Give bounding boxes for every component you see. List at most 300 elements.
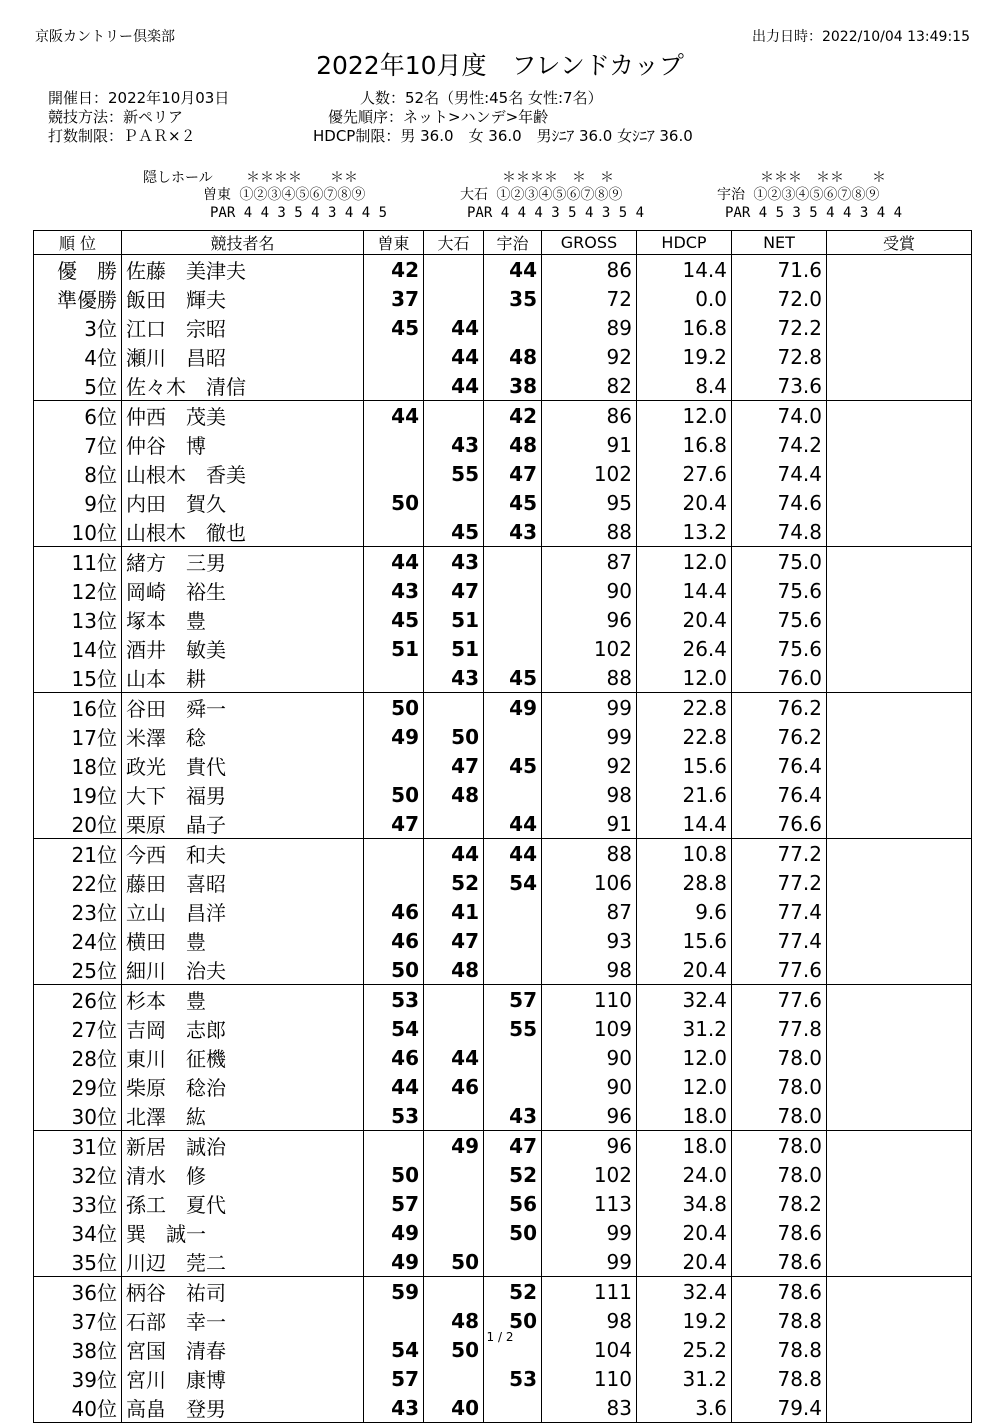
table-row bbox=[34, 1364, 972, 1393]
course-1-par: PAR 4 4 3 5 4 3 4 4 5 bbox=[210, 205, 388, 221]
table-row bbox=[34, 926, 972, 955]
award-cell bbox=[827, 780, 972, 809]
table-row bbox=[34, 1101, 972, 1131]
net-cell: 77.6 bbox=[732, 955, 827, 985]
oishi-score-cell: 45 bbox=[424, 517, 484, 547]
course-3-stars: ＊＊＊ ＊＊ ＊ bbox=[760, 170, 886, 186]
player-name-cell: 仲谷 博 bbox=[122, 430, 364, 459]
table-row bbox=[34, 809, 972, 839]
table-row bbox=[34, 897, 972, 926]
gross-cell: 89 bbox=[542, 313, 637, 342]
net-cell: 72.2 bbox=[732, 313, 827, 342]
hdcp-cell: 28.8 bbox=[637, 868, 732, 897]
table-row bbox=[34, 722, 972, 751]
award-cell bbox=[827, 693, 972, 723]
oishi-score-cell bbox=[424, 488, 484, 517]
award-cell bbox=[827, 1101, 972, 1131]
uji-score-cell: 42 bbox=[484, 401, 542, 431]
uji-score-cell bbox=[484, 926, 542, 955]
col-award: 受賞 bbox=[827, 231, 972, 255]
rank-cell: 6位 bbox=[34, 401, 122, 431]
oishi-score-cell bbox=[424, 255, 484, 285]
gross-cell: 90 bbox=[542, 1043, 637, 1072]
hdcp-cell: 18.0 bbox=[637, 1101, 732, 1131]
net-cell: 74.8 bbox=[732, 517, 827, 547]
oishi-score-cell: 52 bbox=[424, 868, 484, 897]
col-name: 競技者名 bbox=[122, 231, 364, 255]
table-row bbox=[34, 255, 972, 285]
player-name-cell: 藤田 喜昭 bbox=[122, 868, 364, 897]
page-number: 1 / 2 bbox=[486, 1330, 514, 1344]
oishi-score-cell: 43 bbox=[424, 430, 484, 459]
hdcp-cell: 16.8 bbox=[637, 313, 732, 342]
course-1-holes: 曽東 ①②③④⑤⑥⑦⑧⑨ bbox=[203, 187, 366, 203]
rank-cell: 33位 bbox=[34, 1189, 122, 1218]
uji-score-cell: 54 bbox=[484, 868, 542, 897]
award-cell bbox=[827, 1364, 972, 1393]
award-cell bbox=[827, 634, 972, 663]
award-cell bbox=[827, 809, 972, 839]
award-cell bbox=[827, 1247, 972, 1277]
rank-cell: 11位 bbox=[34, 547, 122, 577]
hdcp-cell: 16.8 bbox=[637, 430, 732, 459]
rank-cell: 18位 bbox=[34, 751, 122, 780]
player-name-cell: 立山 昌洋 bbox=[122, 897, 364, 926]
rank-cell: 7位 bbox=[34, 430, 122, 459]
soto-score-cell: 49 bbox=[364, 722, 424, 751]
soto-score-cell: 44 bbox=[364, 1072, 424, 1101]
oishi-score-cell: 41 bbox=[424, 897, 484, 926]
player-name-cell: 瀬川 昌昭 bbox=[122, 342, 364, 371]
col-oishi: 大石 bbox=[424, 231, 484, 255]
award-cell bbox=[827, 926, 972, 955]
table-header-row bbox=[34, 231, 972, 255]
gross-cell: 98 bbox=[542, 780, 637, 809]
rank-cell: 9位 bbox=[34, 488, 122, 517]
oishi-score-cell: 47 bbox=[424, 926, 484, 955]
rank-cell: 15位 bbox=[34, 663, 122, 693]
table-row bbox=[34, 663, 972, 693]
award-cell bbox=[827, 459, 972, 488]
hdcp-cell: 27.6 bbox=[637, 459, 732, 488]
table-row bbox=[34, 459, 972, 488]
rank-cell: 10位 bbox=[34, 517, 122, 547]
net-cell: 77.4 bbox=[732, 897, 827, 926]
rank-cell: 準優勝 bbox=[34, 284, 122, 313]
oishi-score-cell bbox=[424, 985, 484, 1015]
uji-score-cell bbox=[484, 605, 542, 634]
soto-score-cell: 43 bbox=[364, 576, 424, 605]
course-2-par: PAR 4 4 4 3 5 4 3 5 4 bbox=[467, 205, 645, 221]
uji-score-cell: 48 bbox=[484, 430, 542, 459]
award-cell bbox=[827, 605, 972, 634]
rank-cell: 8位 bbox=[34, 459, 122, 488]
award-cell bbox=[827, 430, 972, 459]
award-cell bbox=[827, 1393, 972, 1423]
uji-score-cell: 56 bbox=[484, 1189, 542, 1218]
hdcp-cell: 12.0 bbox=[637, 1072, 732, 1101]
net-cell: 75.6 bbox=[732, 576, 827, 605]
player-name-cell: 米澤 稔 bbox=[122, 722, 364, 751]
gross-cell: 88 bbox=[542, 663, 637, 693]
player-name-cell: 大下 福男 bbox=[122, 780, 364, 809]
hdcp-cell: 19.2 bbox=[637, 1306, 732, 1335]
soto-score-cell: 53 bbox=[364, 985, 424, 1015]
table-row bbox=[34, 342, 972, 371]
table-row bbox=[34, 1160, 972, 1189]
soto-score-cell: 45 bbox=[364, 605, 424, 634]
table-row bbox=[34, 1247, 972, 1277]
hdcp-cell: 12.0 bbox=[637, 663, 732, 693]
soto-score-cell bbox=[364, 663, 424, 693]
award-cell bbox=[827, 1160, 972, 1189]
soto-score-cell: 50 bbox=[364, 488, 424, 517]
award-cell bbox=[827, 1277, 972, 1307]
gross-cell: 96 bbox=[542, 1101, 637, 1131]
rank-cell: 38位 bbox=[34, 1335, 122, 1364]
table-row bbox=[34, 839, 972, 869]
soto-score-cell: 53 bbox=[364, 1101, 424, 1131]
soto-score-cell bbox=[364, 459, 424, 488]
oishi-score-cell: 43 bbox=[424, 663, 484, 693]
net-cell: 78.0 bbox=[732, 1101, 827, 1131]
award-cell bbox=[827, 547, 972, 577]
uji-score-cell: 45 bbox=[484, 663, 542, 693]
table-row bbox=[34, 1189, 972, 1218]
rank-cell: 21位 bbox=[34, 839, 122, 869]
hdcp-cell: 22.8 bbox=[637, 693, 732, 723]
rank-cell: 25位 bbox=[34, 955, 122, 985]
output-datetime: 出力日時：2022/10/04 13:49:15 bbox=[751, 29, 970, 45]
hdcp-cell: 12.0 bbox=[637, 1043, 732, 1072]
player-name-cell: 山根木 徹也 bbox=[122, 517, 364, 547]
gross-cell: 104 bbox=[542, 1335, 637, 1364]
rank-cell: 16位 bbox=[34, 693, 122, 723]
course-2-holes: 大石 ①②③④⑤⑥⑦⑧⑨ bbox=[460, 187, 623, 203]
uji-score-cell bbox=[484, 1072, 542, 1101]
rank-cell: 28位 bbox=[34, 1043, 122, 1072]
uji-score-cell bbox=[484, 634, 542, 663]
net-cell: 76.0 bbox=[732, 663, 827, 693]
award-cell bbox=[827, 897, 972, 926]
oishi-score-cell: 44 bbox=[424, 313, 484, 342]
oishi-score-cell: 47 bbox=[424, 576, 484, 605]
net-cell: 78.0 bbox=[732, 1043, 827, 1072]
gross-cell: 98 bbox=[542, 955, 637, 985]
net-cell: 77.2 bbox=[732, 868, 827, 897]
rank-cell: 35位 bbox=[34, 1247, 122, 1277]
oishi-score-cell bbox=[424, 1014, 484, 1043]
soto-score-cell: 50 bbox=[364, 780, 424, 809]
award-cell bbox=[827, 1014, 972, 1043]
club-name: 京阪カントリー倶楽部 bbox=[35, 29, 175, 45]
player-name-cell: 江口 宗昭 bbox=[122, 313, 364, 342]
gross-cell: 90 bbox=[542, 576, 637, 605]
soto-score-cell bbox=[364, 868, 424, 897]
table-row bbox=[34, 955, 972, 985]
table-row bbox=[34, 605, 972, 634]
rank-cell: 24位 bbox=[34, 926, 122, 955]
award-cell bbox=[827, 751, 972, 780]
oishi-score-cell: 48 bbox=[424, 1306, 484, 1335]
hdcp-cell: 20.4 bbox=[637, 955, 732, 985]
player-name-cell: 宮川 康博 bbox=[122, 1364, 364, 1393]
table-row bbox=[34, 985, 972, 1015]
hidden-holes-label: 隠しホール bbox=[143, 170, 213, 186]
net-cell: 77.6 bbox=[732, 985, 827, 1015]
oishi-score-cell bbox=[424, 1101, 484, 1131]
table-row bbox=[34, 401, 972, 431]
oishi-score-cell bbox=[424, 401, 484, 431]
net-cell: 78.0 bbox=[732, 1160, 827, 1189]
gross-cell: 110 bbox=[542, 985, 637, 1015]
net-cell: 79.4 bbox=[732, 1393, 827, 1423]
gross-cell: 86 bbox=[542, 255, 637, 285]
oishi-score-cell: 48 bbox=[424, 780, 484, 809]
uji-score-cell: 52 bbox=[484, 1277, 542, 1307]
net-cell: 75.6 bbox=[732, 634, 827, 663]
soto-score-cell: 42 bbox=[364, 255, 424, 285]
competition-method: 競技方法：新ペリア bbox=[48, 108, 184, 126]
soto-score-cell: 54 bbox=[364, 1014, 424, 1043]
soto-score-cell bbox=[364, 751, 424, 780]
award-cell bbox=[827, 722, 972, 751]
uji-score-cell: 45 bbox=[484, 751, 542, 780]
gross-cell: 87 bbox=[542, 547, 637, 577]
player-name-cell: 谷田 舜一 bbox=[122, 693, 364, 723]
net-cell: 78.8 bbox=[732, 1306, 827, 1335]
gross-cell: 102 bbox=[542, 1160, 637, 1189]
uji-score-cell: 38 bbox=[484, 371, 542, 401]
table-row bbox=[34, 780, 972, 809]
soto-score-cell: 37 bbox=[364, 284, 424, 313]
page-title: 2022年10月度 フレンドカップ bbox=[316, 51, 684, 80]
player-name-cell: 栗原 晶子 bbox=[122, 809, 364, 839]
net-cell: 72.8 bbox=[732, 342, 827, 371]
award-cell bbox=[827, 488, 972, 517]
soto-score-cell: 43 bbox=[364, 1393, 424, 1423]
uji-score-cell: 49 bbox=[484, 693, 542, 723]
table-row bbox=[34, 1072, 972, 1101]
award-cell bbox=[827, 1043, 972, 1072]
award-cell bbox=[827, 663, 972, 693]
net-cell: 78.8 bbox=[732, 1364, 827, 1393]
rank-cell: 19位 bbox=[34, 780, 122, 809]
player-name-cell: 飯田 輝夫 bbox=[122, 284, 364, 313]
rank-cell: 29位 bbox=[34, 1072, 122, 1101]
col-gross: GROSS bbox=[542, 231, 637, 255]
gross-cell: 86 bbox=[542, 401, 637, 431]
net-cell: 76.6 bbox=[732, 809, 827, 839]
oishi-score-cell: 44 bbox=[424, 839, 484, 869]
player-name-cell: 細川 治夫 bbox=[122, 955, 364, 985]
net-cell: 75.0 bbox=[732, 547, 827, 577]
net-cell: 78.8 bbox=[732, 1335, 827, 1364]
player-name-cell: 横田 豊 bbox=[122, 926, 364, 955]
uji-score-cell: 44 bbox=[484, 255, 542, 285]
soto-score-cell: 49 bbox=[364, 1218, 424, 1247]
net-cell: 78.2 bbox=[732, 1189, 827, 1218]
gross-cell: 90 bbox=[542, 1072, 637, 1101]
gross-cell: 72 bbox=[542, 284, 637, 313]
uji-score-cell: 48 bbox=[484, 342, 542, 371]
gross-cell: 95 bbox=[542, 488, 637, 517]
rank-cell: 23位 bbox=[34, 897, 122, 926]
table-row bbox=[34, 1131, 972, 1161]
hdcp-cell: 20.4 bbox=[637, 1247, 732, 1277]
gross-cell: 96 bbox=[542, 605, 637, 634]
oishi-score-cell bbox=[424, 1277, 484, 1307]
soto-score-cell: 54 bbox=[364, 1335, 424, 1364]
table-row bbox=[34, 576, 972, 605]
player-name-cell: 石部 幸一 bbox=[122, 1306, 364, 1335]
table-row bbox=[34, 488, 972, 517]
player-name-cell: 柄谷 祐司 bbox=[122, 1277, 364, 1307]
rank-cell: 12位 bbox=[34, 576, 122, 605]
hdcp-cell: 14.4 bbox=[637, 255, 732, 285]
player-name-cell: 川辺 莞二 bbox=[122, 1247, 364, 1277]
event-date: 開催日：2022年10月03日 bbox=[48, 89, 230, 107]
rank-cell: 13位 bbox=[34, 605, 122, 634]
uji-score-cell: 44 bbox=[484, 809, 542, 839]
table-row bbox=[34, 1277, 972, 1307]
net-cell: 78.0 bbox=[732, 1131, 827, 1161]
hdcp-cell: 31.2 bbox=[637, 1014, 732, 1043]
hdcp-cell: 14.4 bbox=[637, 576, 732, 605]
rank-cell: 40位 bbox=[34, 1393, 122, 1423]
award-cell bbox=[827, 1189, 972, 1218]
results-table bbox=[33, 230, 972, 1423]
soto-score-cell: 47 bbox=[364, 809, 424, 839]
hdcp-cell: 14.4 bbox=[637, 809, 732, 839]
gross-cell: 92 bbox=[542, 342, 637, 371]
gross-cell: 110 bbox=[542, 1364, 637, 1393]
gross-cell: 87 bbox=[542, 897, 637, 926]
oishi-score-cell bbox=[424, 1189, 484, 1218]
award-cell bbox=[827, 1131, 972, 1161]
player-name-cell: 緒方 三男 bbox=[122, 547, 364, 577]
table-row bbox=[34, 313, 972, 342]
rank-cell: 27位 bbox=[34, 1014, 122, 1043]
gross-cell: 106 bbox=[542, 868, 637, 897]
hdcp-cell: 25.2 bbox=[637, 1335, 732, 1364]
uji-score-cell: 50 bbox=[484, 1218, 542, 1247]
net-cell: 76.4 bbox=[732, 780, 827, 809]
net-cell: 77.8 bbox=[732, 1014, 827, 1043]
col-soto: 曽東 bbox=[364, 231, 424, 255]
soto-score-cell: 49 bbox=[364, 1247, 424, 1277]
table-row bbox=[34, 547, 972, 577]
gross-cell: 88 bbox=[542, 517, 637, 547]
table-row bbox=[34, 1014, 972, 1043]
uji-score-cell bbox=[484, 1393, 542, 1423]
net-cell: 72.0 bbox=[732, 284, 827, 313]
table-row bbox=[34, 517, 972, 547]
player-name-cell: 佐藤 美津夫 bbox=[122, 255, 364, 285]
soto-score-cell: 45 bbox=[364, 313, 424, 342]
oishi-score-cell: 44 bbox=[424, 1043, 484, 1072]
player-name-cell: 岡崎 裕生 bbox=[122, 576, 364, 605]
player-name-cell: 高畠 登男 bbox=[122, 1393, 364, 1423]
soto-score-cell bbox=[364, 1131, 424, 1161]
hdcp-cell: 32.4 bbox=[637, 1277, 732, 1307]
gross-cell: 99 bbox=[542, 1218, 637, 1247]
uji-score-cell bbox=[484, 897, 542, 926]
oishi-score-cell bbox=[424, 693, 484, 723]
soto-score-cell: 44 bbox=[364, 401, 424, 431]
oishi-score-cell: 46 bbox=[424, 1072, 484, 1101]
uji-score-cell: 35 bbox=[484, 284, 542, 313]
player-name-cell: 佐々木 清信 bbox=[122, 371, 364, 401]
oishi-score-cell bbox=[424, 1160, 484, 1189]
net-cell: 73.6 bbox=[732, 371, 827, 401]
uji-score-cell: 50 bbox=[484, 1306, 542, 1335]
award-cell bbox=[827, 985, 972, 1015]
hdcp-cell: 18.0 bbox=[637, 1131, 732, 1161]
oishi-score-cell: 44 bbox=[424, 371, 484, 401]
table-row bbox=[34, 1218, 972, 1247]
rank-cell: 17位 bbox=[34, 722, 122, 751]
rank-cell: 3位 bbox=[34, 313, 122, 342]
oishi-score-cell bbox=[424, 1218, 484, 1247]
oishi-score-cell bbox=[424, 284, 484, 313]
rank-cell: 26位 bbox=[34, 985, 122, 1015]
table-row bbox=[34, 430, 972, 459]
oishi-score-cell: 49 bbox=[424, 1131, 484, 1161]
uji-score-cell bbox=[484, 313, 542, 342]
award-cell bbox=[827, 371, 972, 401]
rank-cell: 31位 bbox=[34, 1131, 122, 1161]
net-cell: 78.6 bbox=[732, 1218, 827, 1247]
table-row bbox=[34, 693, 972, 723]
gross-cell: 113 bbox=[542, 1189, 637, 1218]
hdcp-cell: 0.0 bbox=[637, 284, 732, 313]
gross-cell: 98 bbox=[542, 1306, 637, 1335]
table-row bbox=[34, 1393, 972, 1423]
net-cell: 74.4 bbox=[732, 459, 827, 488]
gross-cell: 111 bbox=[542, 1277, 637, 1307]
player-name-cell: 孫工 夏代 bbox=[122, 1189, 364, 1218]
gross-cell: 83 bbox=[542, 1393, 637, 1423]
table-row bbox=[34, 371, 972, 401]
table-row bbox=[34, 284, 972, 313]
priority-order: 優先順序：ネット>ハンデ>年齢 bbox=[328, 108, 549, 126]
hdcp-cell: 3.6 bbox=[637, 1393, 732, 1423]
course-3-holes: 宇治 ①②③④⑤⑥⑦⑧⑨ bbox=[717, 187, 880, 203]
col-rank: 順 位 bbox=[34, 231, 122, 255]
award-cell bbox=[827, 868, 972, 897]
soto-score-cell: 46 bbox=[364, 897, 424, 926]
soto-score-cell: 50 bbox=[364, 1160, 424, 1189]
player-name-cell: 柴原 稔治 bbox=[122, 1072, 364, 1101]
player-name-cell: 内田 賀久 bbox=[122, 488, 364, 517]
award-cell bbox=[827, 401, 972, 431]
hdcp-cell: 22.8 bbox=[637, 722, 732, 751]
oishi-score-cell bbox=[424, 809, 484, 839]
gross-cell: 91 bbox=[542, 430, 637, 459]
player-name-cell: 北澤 紘 bbox=[122, 1101, 364, 1131]
hdcp-cell: 24.0 bbox=[637, 1160, 732, 1189]
rank-cell: 20位 bbox=[34, 809, 122, 839]
oishi-score-cell: 50 bbox=[424, 1335, 484, 1364]
gross-cell: 96 bbox=[542, 1131, 637, 1161]
oishi-score-cell: 55 bbox=[424, 459, 484, 488]
col-uji: 宇治 bbox=[484, 231, 542, 255]
oishi-score-cell: 51 bbox=[424, 634, 484, 663]
course-1-stars: ＊＊＊＊ ＊＊ bbox=[246, 170, 358, 186]
oishi-score-cell bbox=[424, 1364, 484, 1393]
gross-cell: 91 bbox=[542, 809, 637, 839]
